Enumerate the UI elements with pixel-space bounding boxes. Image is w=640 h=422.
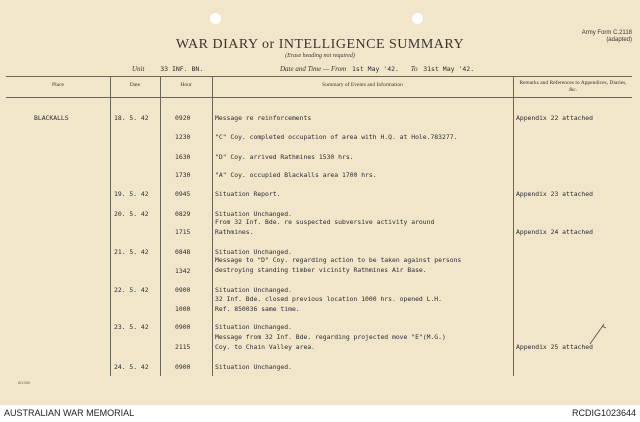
army-form-line: (adapted) <box>606 37 632 43</box>
date-label: Date and Time — From <box>280 65 347 73</box>
summary-line: Situation Unchanged. <box>215 286 292 294</box>
form-number: 8/1300 <box>18 380 31 385</box>
punch-hole <box>210 13 221 24</box>
archive-id: RCDIG1023644 <box>571 408 636 418</box>
army-form-number <box>582 30 632 44</box>
hour-entry: 1342 <box>175 267 191 275</box>
hour-entry: 2115 <box>175 343 191 351</box>
col-header-date: Date <box>129 82 141 88</box>
date-line <box>280 65 474 73</box>
header-rule <box>6 97 632 98</box>
date-entry: 24. 5. 42 <box>114 363 149 371</box>
hour-entry: 0900 <box>175 286 191 294</box>
summary-line: Situation Unchanged. <box>215 323 292 331</box>
summary-line: Situation Unchanged. <box>215 248 292 256</box>
unit-line <box>132 65 203 73</box>
summary-line: Coy. to Chain Valley area. <box>215 343 316 351</box>
summary-line: Rathmines. <box>215 228 254 236</box>
hour-entry: 0829 <box>175 210 191 218</box>
summary-line: "D" Coy. arrived Rathmines 1530 hrs. <box>215 153 354 161</box>
col-header-place: Place <box>52 82 64 88</box>
summary-line: "C" Coy. completed occupation of area with H.Q. at Hole.783277. <box>215 133 458 141</box>
hour-entry: 1000 <box>175 305 191 313</box>
summary-line: Message re reinforcements <box>215 114 312 122</box>
date-entry: 21. 5. 42 <box>114 248 149 256</box>
summary-line: From 32 Inf. Bde. re suspected subversive activity around <box>215 218 435 226</box>
summary-line: 32 Inf. Bde. closed previous location 1000 hrs. opened L.H. <box>215 295 443 303</box>
remark-entry: Appendix 23 attached <box>516 190 593 198</box>
col-header-summary: Summary of Events and Information <box>322 82 403 88</box>
hour-entry: 1630 <box>175 153 191 161</box>
hour-entry: 0945 <box>175 190 191 198</box>
remark-entry: Appendix 25 attached <box>516 343 593 351</box>
page-title: WAR DIARY or INTELLIGENCE SUMMARY <box>175 37 465 52</box>
summary-line: Situation Unchanged. <box>215 210 292 218</box>
hour-entry: 0900 <box>175 363 191 371</box>
army-form-line: Army Form C.2118 <box>581 30 632 36</box>
hour-entry: 0900 <box>175 323 191 331</box>
summary-line: Situation Report. <box>215 190 281 198</box>
column-rule <box>513 76 514 376</box>
column-rule <box>110 76 111 376</box>
summary-line: Situation Unchanged. <box>215 363 292 371</box>
date-entry: 19. 5. 42 <box>114 190 149 198</box>
summary-line: "A" Coy. occupied Blackalls area 1700 hrs. <box>215 171 377 179</box>
remark-entry: Appendix 24 attached <box>516 228 593 236</box>
place-entry: BLACKALLS <box>34 114 69 122</box>
summary-line: Message from 32 Inf. Bde. regarding projected move "E"(M.G.) <box>215 333 446 341</box>
date-to: 31st May '42. <box>423 65 475 73</box>
hour-entry: 1730 <box>175 171 191 179</box>
unit-label: Unit <box>132 65 145 73</box>
col-header-remarks: Remarks and References to Appendices, Diaries, &c. <box>519 80 627 93</box>
summary-line: Ref. 850036 same time. <box>215 305 300 313</box>
date-entry: 22. 5. 42 <box>114 286 149 294</box>
to-label: To <box>410 65 418 73</box>
archive-credit: AUSTRALIAN WAR MEMORIAL <box>4 408 135 418</box>
hour-entry: 1230 <box>175 133 191 141</box>
hour-entry: 0848 <box>175 248 191 256</box>
column-rule <box>160 76 161 376</box>
date-from: 1st May '42. <box>352 65 399 73</box>
pencil-mark-icon <box>588 322 608 346</box>
date-entry: 23. 5. 42 <box>114 323 149 331</box>
remark-entry: Appendix 22 attached <box>516 114 593 122</box>
date-entry: 20. 5. 42 <box>114 210 149 218</box>
table-top-rule <box>6 76 632 77</box>
summary-line: Message to "D" Coy. regarding action to be taken against persons <box>215 256 462 264</box>
hour-entry: 0920 <box>175 114 191 122</box>
hour-entry: 1715 <box>175 228 191 236</box>
summary-line: destroying standing timber vicinity Rathmines Air Base. <box>215 266 427 274</box>
col-header-hour: Hour <box>180 82 192 88</box>
punch-hole <box>412 13 423 24</box>
unit-value: 33 INF. BN. <box>160 65 204 73</box>
column-rule <box>212 76 213 376</box>
page-subtitle: (Erase heading not required) <box>285 53 355 59</box>
date-entry: 18. 5. 42 <box>114 114 149 122</box>
